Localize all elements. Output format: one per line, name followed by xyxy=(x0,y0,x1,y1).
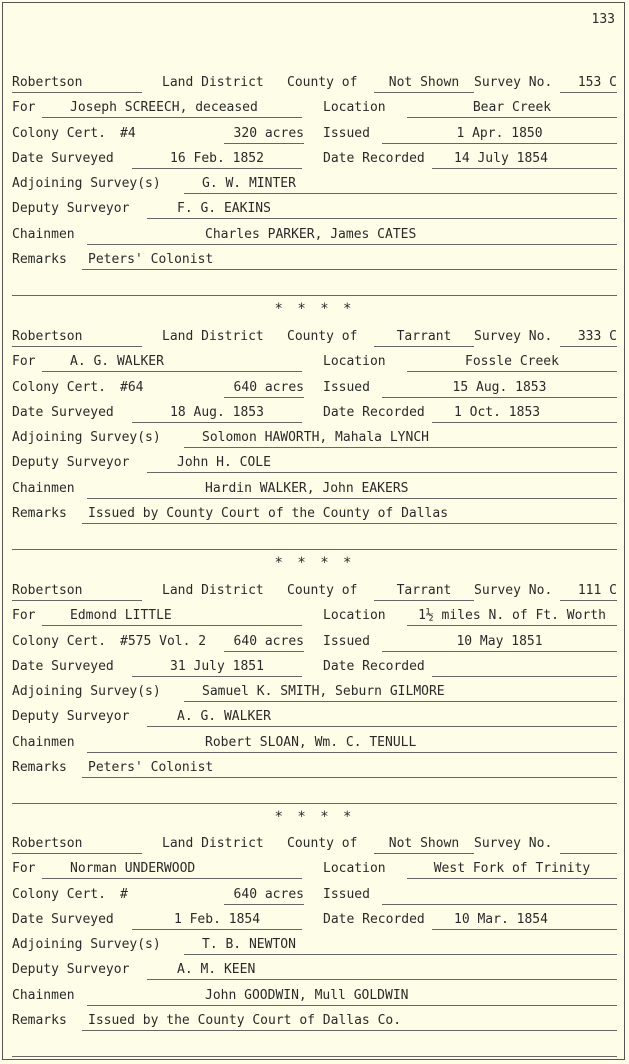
record-row xyxy=(12,123,617,148)
chainmen-value-field xyxy=(87,481,617,499)
land-district-value: Robertson xyxy=(12,75,83,90)
adjoining-label: Adjoining Survey(s) xyxy=(12,684,161,700)
for-value: A. G. WALKER xyxy=(70,354,164,370)
deputy-surveyor-value-field xyxy=(147,709,617,727)
survey-no-value-field xyxy=(560,583,617,601)
adjoining-value-field xyxy=(184,176,617,194)
date-recorded-value: 10 Mar. 1854 xyxy=(454,911,548,927)
county-value: Tarrant xyxy=(396,583,452,598)
date-recorded-value: 1 Oct. 1853 xyxy=(454,404,541,420)
adjoining-label: Adjoining Survey(s) xyxy=(12,937,161,953)
date-surveyed-value-field xyxy=(132,151,302,169)
for-value: Norman UNDERWOOD xyxy=(70,861,196,877)
location-value-field xyxy=(407,861,617,879)
record-row xyxy=(12,198,617,223)
colony-cert-label: Colony Cert. xyxy=(12,633,106,649)
date-surveyed-label: Date Surveyed xyxy=(12,404,114,420)
record-row xyxy=(12,249,617,274)
land-district-value: Robertson xyxy=(12,836,83,851)
record-row xyxy=(12,97,617,122)
survey-record xyxy=(12,72,617,317)
acres-value: 640 acres xyxy=(233,886,304,902)
adjoining-label: Adjoining Survey(s) xyxy=(12,176,161,192)
county-value: Tarrant xyxy=(396,329,452,344)
acres-value: 640 acres xyxy=(233,633,304,649)
date-surveyed-value: 16 Feb. 1852 xyxy=(170,150,264,166)
record-separator: * * * * xyxy=(274,809,355,825)
county-value-field xyxy=(374,583,474,601)
remarks-value-field xyxy=(82,506,617,524)
date-recorded-label: Date Recorded xyxy=(323,658,425,674)
for-label: For xyxy=(12,100,36,116)
record-row xyxy=(12,884,617,909)
location-label: Location xyxy=(323,861,386,877)
issued-label: Issued xyxy=(323,379,370,395)
remarks-label: Remarks xyxy=(12,252,67,268)
deputy-surveyor-value-field xyxy=(147,962,617,980)
record-row xyxy=(12,173,617,198)
county-value-field xyxy=(374,836,474,854)
remarks-value-field xyxy=(82,1013,617,1031)
remarks-value: Peters' Colonist xyxy=(88,760,214,776)
deputy-surveyor-label: Deputy Surveyor xyxy=(12,201,130,217)
land-district-value-field xyxy=(12,75,142,93)
chainmen-value: Charles PARKER, James CATES xyxy=(205,226,417,242)
date-surveyed-label: Date Surveyed xyxy=(12,911,114,927)
issued-label: Issued xyxy=(323,125,370,141)
land-district-label: Land District xyxy=(162,583,264,598)
record-row xyxy=(12,605,617,630)
for-label: For xyxy=(12,608,36,624)
chainmen-label: Chainmen xyxy=(12,480,75,496)
location-value: West Fork of Trinity xyxy=(433,861,591,877)
acres-value-field xyxy=(224,634,304,652)
record-row xyxy=(12,402,617,427)
for-value: Joseph SCREECH, deceased xyxy=(70,100,258,116)
for-value-field xyxy=(42,100,302,118)
land-district-value: Robertson xyxy=(12,583,83,598)
county-label: County of xyxy=(287,583,358,598)
issued-value-field xyxy=(382,126,617,144)
date-surveyed-value: 18 Aug. 1853 xyxy=(170,404,264,420)
for-label: For xyxy=(12,354,36,370)
record-row xyxy=(12,985,617,1010)
acres-value-field xyxy=(224,887,304,905)
chainmen-label: Chainmen xyxy=(12,734,75,750)
location-label: Location xyxy=(323,608,386,624)
date-recorded-value-field xyxy=(432,912,617,930)
land-district-value-field xyxy=(12,329,142,347)
chainmen-value: Robert SLOAN, Wm. C. TENULL xyxy=(205,734,417,750)
record-row xyxy=(12,706,617,731)
issued-value: 1 Apr. 1850 xyxy=(456,125,543,141)
record-end-line xyxy=(12,549,617,550)
cert-number: #64 xyxy=(120,379,144,395)
adjoining-value: Solomon HAWORTH, Mahala LYNCH xyxy=(202,430,429,446)
survey-no-value-field xyxy=(560,329,617,347)
record-row xyxy=(12,858,617,883)
date-surveyed-value-field xyxy=(132,659,302,677)
survey-no-label: Survey No. xyxy=(474,329,553,344)
survey-record xyxy=(12,833,617,1035)
record-row xyxy=(12,681,617,706)
chainmen-value: Hardin WALKER, John EAKERS xyxy=(205,480,409,496)
county-value-field xyxy=(374,75,474,93)
land-district-value: Robertson xyxy=(12,329,83,344)
survey-no-label: Survey No. xyxy=(474,583,553,598)
date-recorded-label: Date Recorded xyxy=(323,911,425,927)
deputy-surveyor-value: A. M. KEEN xyxy=(177,962,256,978)
deputy-surveyor-value: John H. COLE xyxy=(177,455,271,471)
cert-number: #575 Vol. 2 xyxy=(120,633,207,649)
acres-value: 320 acres xyxy=(233,125,304,141)
deputy-surveyor-label: Deputy Surveyor xyxy=(12,962,130,978)
record-row xyxy=(12,656,617,681)
adjoining-value-field xyxy=(184,430,617,448)
colony-cert-label: Colony Cert. xyxy=(12,886,106,902)
remarks-value: Issued by County Court of the County of Dallas xyxy=(88,506,449,522)
date-surveyed-label: Date Surveyed xyxy=(12,150,114,166)
chainmen-value: John GOODWIN, Mull GOLDWIN xyxy=(205,987,409,1003)
record-row xyxy=(12,326,617,351)
location-value-field xyxy=(407,100,617,118)
location-value-field xyxy=(407,354,617,372)
cert-number: #4 xyxy=(120,125,136,141)
adjoining-value-field xyxy=(184,684,617,702)
record-row xyxy=(12,959,617,984)
remarks-label: Remarks xyxy=(12,506,67,522)
land-district-label: Land District xyxy=(162,836,264,851)
adjoining-label: Adjoining Survey(s) xyxy=(12,430,161,446)
date-surveyed-label: Date Surveyed xyxy=(12,658,114,674)
date-surveyed-value-field xyxy=(132,405,302,423)
acres-value: 640 acres xyxy=(233,379,304,395)
chainmen-label: Chainmen xyxy=(12,226,75,242)
deputy-surveyor-value: A. G. WALKER xyxy=(177,709,271,725)
record-separator: * * * * xyxy=(274,555,355,571)
record-row xyxy=(12,833,617,858)
record-row xyxy=(12,631,617,656)
deputy-surveyor-value: F. G. EAKINS xyxy=(177,201,271,217)
record-row xyxy=(12,351,617,376)
for-value: Edmond LITTLE xyxy=(70,608,172,624)
date-recorded-value: 14 July 1854 xyxy=(454,150,548,166)
date-surveyed-value-field xyxy=(132,912,302,930)
record-row xyxy=(12,503,617,528)
record-row xyxy=(12,452,617,477)
issued-value: 15 Aug. 1853 xyxy=(452,379,547,395)
survey-no-label: Survey No. xyxy=(474,75,553,90)
issued-value: 10 May 1851 xyxy=(456,633,543,649)
acres-value-field xyxy=(224,380,304,398)
county-value: Not Shown xyxy=(388,836,460,851)
record-row xyxy=(12,757,617,782)
for-value-field xyxy=(42,354,302,372)
record-row xyxy=(12,72,617,97)
date-recorded-value-field xyxy=(432,405,617,423)
issued-value-field xyxy=(382,634,617,652)
record-end-line xyxy=(12,803,617,804)
survey-no-value-field xyxy=(560,836,617,854)
location-label: Location xyxy=(323,100,386,116)
record-separator: * * * * xyxy=(274,301,355,317)
location-value: Bear Creek xyxy=(472,100,552,116)
county-label: County of xyxy=(287,329,358,344)
page-number: 133 xyxy=(591,12,615,27)
county-label: County of xyxy=(287,75,358,90)
record-row xyxy=(12,1010,617,1035)
cert-number: # xyxy=(120,886,128,902)
acres-value-field xyxy=(224,126,304,144)
survey-no-value-field xyxy=(560,75,617,93)
chainmen-label: Chainmen xyxy=(12,987,75,1003)
record-row xyxy=(12,224,617,249)
land-district-label: Land District xyxy=(162,75,264,90)
survey-record xyxy=(12,326,617,571)
land-district-value-field xyxy=(12,583,142,601)
deputy-surveyor-value-field xyxy=(147,201,617,219)
for-label: For xyxy=(12,861,36,877)
adjoining-value-field xyxy=(184,937,617,955)
remarks-value-field xyxy=(82,760,617,778)
chainmen-value-field xyxy=(87,227,617,245)
location-value: Fossle Creek xyxy=(465,354,559,370)
record-end-line xyxy=(12,295,617,296)
record-row xyxy=(12,732,617,757)
remarks-value: Peters' Colonist xyxy=(88,252,214,268)
for-value-field xyxy=(42,861,302,879)
location-value-field xyxy=(407,608,617,626)
survey-no-value: 153 C xyxy=(577,75,617,90)
land-district-label: Land District xyxy=(162,329,264,344)
record-row xyxy=(12,909,617,934)
deputy-surveyor-label: Deputy Surveyor xyxy=(12,709,130,725)
location-value: 1½ miles N. of Ft. Worth xyxy=(418,608,606,624)
date-recorded-label: Date Recorded xyxy=(323,404,425,420)
record-row xyxy=(12,478,617,503)
deputy-surveyor-value-field xyxy=(147,455,617,473)
county-value: Not Shown xyxy=(388,75,460,90)
remarks-label: Remarks xyxy=(12,760,67,776)
date-surveyed-value: 31 July 1851 xyxy=(170,658,264,674)
date-recorded-value-field xyxy=(432,151,617,169)
date-recorded-label: Date Recorded xyxy=(323,150,425,166)
record-end-line xyxy=(12,1056,617,1057)
adjoining-value: Samuel K. SMITH, Seburn GILMORE xyxy=(202,684,445,700)
land-district-value-field xyxy=(12,836,142,854)
record-row xyxy=(12,580,617,605)
colony-cert-label: Colony Cert. xyxy=(12,125,106,141)
date-recorded-value-field xyxy=(432,659,617,677)
for-value-field xyxy=(42,608,302,626)
survey-record xyxy=(12,580,617,825)
survey-no-value: 111 C xyxy=(577,583,617,598)
survey-no-value: 333 C xyxy=(577,329,617,344)
adjoining-value: T. B. NEWTON xyxy=(202,937,296,953)
location-label: Location xyxy=(323,354,386,370)
remarks-label: Remarks xyxy=(12,1013,67,1029)
survey-no-label: Survey No. xyxy=(474,836,553,851)
record-row xyxy=(12,377,617,402)
issued-label: Issued xyxy=(323,633,370,649)
issued-value-field xyxy=(382,887,617,905)
remarks-value: Issued by the County Court of Dallas Co. xyxy=(88,1013,402,1029)
deputy-surveyor-label: Deputy Surveyor xyxy=(12,455,130,471)
chainmen-value-field xyxy=(87,988,617,1006)
county-value-field xyxy=(374,329,474,347)
record-row xyxy=(12,148,617,173)
colony-cert-label: Colony Cert. xyxy=(12,379,106,395)
county-label: County of xyxy=(287,836,358,851)
record-row xyxy=(12,427,617,452)
issued-value-field xyxy=(382,380,617,398)
adjoining-value: G. W. MINTER xyxy=(202,176,296,192)
record-row xyxy=(12,934,617,959)
remarks-value-field xyxy=(82,252,617,270)
issued-label: Issued xyxy=(323,886,370,902)
chainmen-value-field xyxy=(87,735,617,753)
date-surveyed-value: 1 Feb. 1854 xyxy=(173,911,261,927)
